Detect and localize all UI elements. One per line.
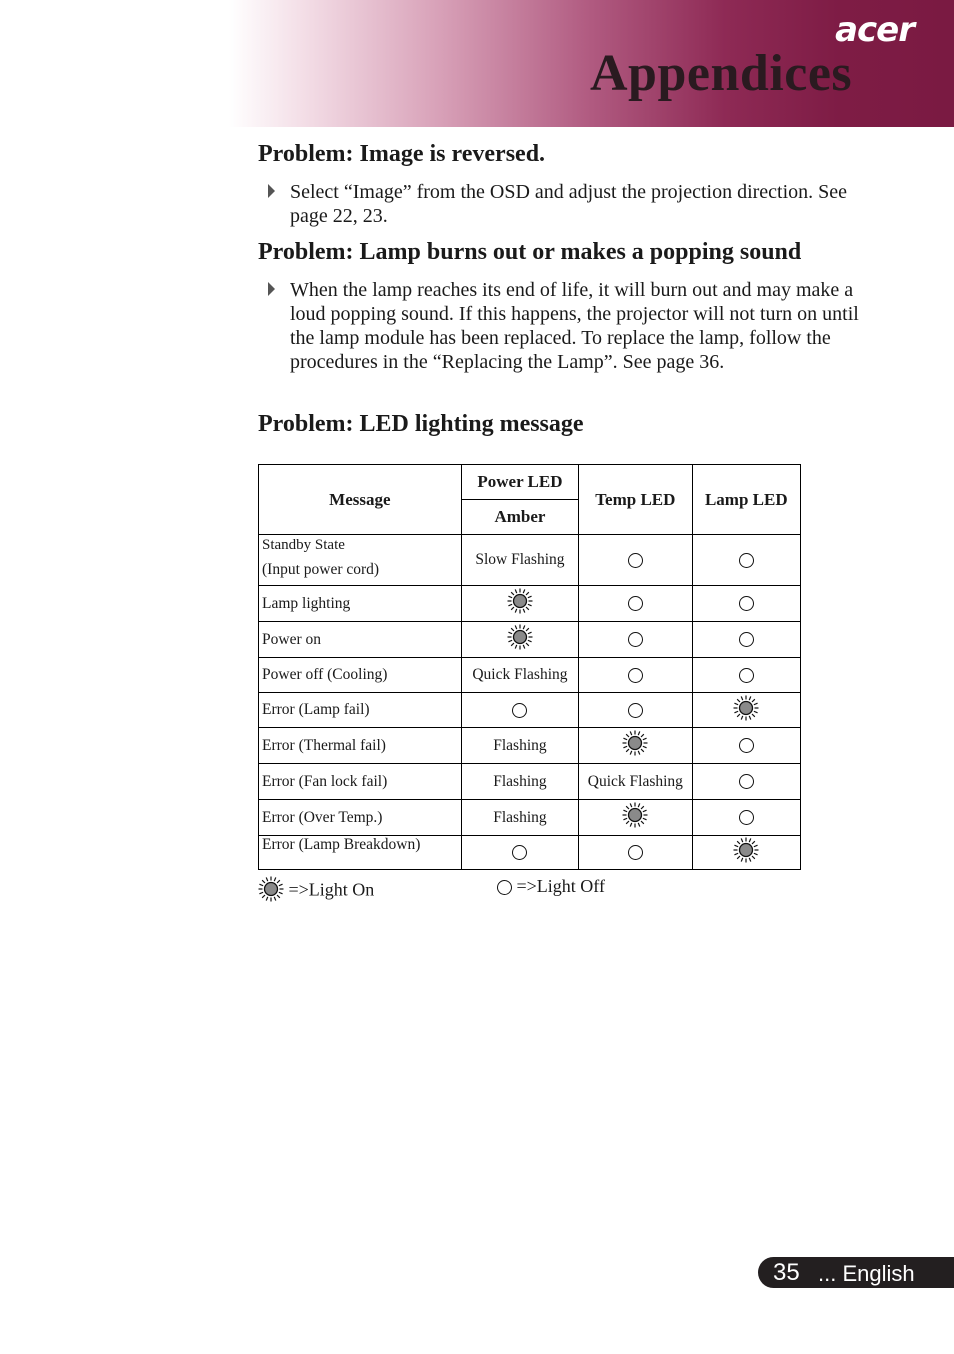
bullet-text: When the lamp reaches its end of life, it will burn out and may make a loud popping sound. If this happens, the projector will not turn on until the lamp module has been replaced. To replace the lamp, follow the procedures in the “Replacing the Lamp”. See page 36. xyxy=(290,279,859,373)
light-on-icon xyxy=(622,802,648,833)
light-off-icon xyxy=(739,632,754,647)
message-line-1: Standby State xyxy=(262,537,345,553)
light-on-icon xyxy=(733,837,759,868)
row-message xyxy=(259,764,462,800)
light-on-icon xyxy=(733,695,759,726)
light-off-icon xyxy=(628,703,643,718)
cell-temp-led xyxy=(579,728,692,764)
cell-lamp-led xyxy=(692,764,800,800)
message-text: Error (Lamp Breakdown) xyxy=(262,836,421,853)
table-row xyxy=(259,800,801,836)
cell-temp-led xyxy=(579,535,692,586)
legend-off-label: =>Light Off xyxy=(516,876,605,896)
led-message-table xyxy=(258,464,801,870)
header-lamp-led: Lamp LED xyxy=(692,465,800,535)
message-text: Error (Lamp fail) xyxy=(262,701,370,718)
light-on-icon xyxy=(258,876,284,907)
table-row xyxy=(259,535,801,586)
light-on-icon xyxy=(507,624,533,655)
row-message xyxy=(259,658,462,693)
cell-lamp-led xyxy=(692,622,800,658)
light-off-icon xyxy=(628,596,643,611)
table-row xyxy=(259,728,801,764)
light-off-icon xyxy=(512,845,527,860)
bullet-lamp-burns-out xyxy=(268,278,888,374)
cell-lamp-led xyxy=(692,728,800,764)
table-row xyxy=(259,658,801,693)
message-text: Error (Fan lock fail) xyxy=(262,772,388,790)
row-message xyxy=(259,836,462,870)
cell-temp-led xyxy=(579,693,692,728)
cell-lamp-led xyxy=(692,535,800,586)
row-message xyxy=(259,622,462,658)
acer-logo: acer xyxy=(835,10,914,50)
cell-temp-led xyxy=(579,836,692,870)
page-title: Appendices xyxy=(590,45,853,102)
cell-lamp-led xyxy=(692,800,800,836)
light-off-icon xyxy=(628,668,643,683)
table-row xyxy=(259,622,801,658)
cell-power-led xyxy=(461,764,578,800)
row-message xyxy=(259,693,462,728)
row-message xyxy=(259,586,462,622)
light-on-icon xyxy=(507,588,533,619)
triangle-right-icon xyxy=(268,282,275,296)
led-status-text: Quick Flashing xyxy=(472,666,568,683)
light-on-icon xyxy=(622,730,648,761)
triangle-right-icon xyxy=(268,184,275,198)
light-off-icon xyxy=(628,632,643,647)
cell-lamp-led xyxy=(692,586,800,622)
light-off-icon xyxy=(512,703,527,718)
cell-temp-led xyxy=(579,800,692,836)
message-line-2: (Input power cord) xyxy=(262,561,380,578)
cell-power-led xyxy=(461,693,578,728)
cell-power-led xyxy=(461,658,578,693)
message-text: Error (Over Temp.) xyxy=(262,808,383,826)
light-off-icon xyxy=(739,668,754,683)
cell-power-led xyxy=(461,836,578,870)
cell-lamp-led xyxy=(692,693,800,728)
cell-power-led xyxy=(461,728,578,764)
light-off-icon xyxy=(739,774,754,789)
row-message xyxy=(259,728,462,764)
row-message xyxy=(259,800,462,836)
section-heading-lamp-burns-out: Problem: Lamp burns out or makes a popping sound xyxy=(258,239,802,265)
section-heading-led-message: Problem: LED lighting message xyxy=(258,411,584,437)
cell-temp-led xyxy=(579,764,692,800)
cell-temp-led xyxy=(579,586,692,622)
light-off-icon xyxy=(739,738,754,753)
cell-lamp-led xyxy=(692,836,800,870)
legend-light-on xyxy=(258,876,374,907)
light-off-icon xyxy=(497,880,512,895)
cell-lamp-led xyxy=(692,658,800,693)
light-off-icon xyxy=(628,845,643,860)
section-heading-image-reversed: Problem: Image is reversed. xyxy=(258,141,546,167)
legend-on-label: =>Light On xyxy=(288,879,375,900)
led-status-text: Flashing xyxy=(493,736,547,754)
table-row xyxy=(259,586,801,622)
led-status-text: Quick Flashing xyxy=(587,772,683,790)
cell-power-led xyxy=(461,622,578,658)
led-status-text: Flashing xyxy=(493,808,547,826)
table-row xyxy=(259,836,801,870)
message-text: Power on xyxy=(262,630,321,648)
led-table-body xyxy=(259,535,801,870)
cell-temp-led xyxy=(579,658,692,693)
row-message xyxy=(259,535,462,586)
message-text: Lamp lighting xyxy=(262,594,351,612)
light-off-icon xyxy=(739,596,754,611)
cell-power-led xyxy=(461,586,578,622)
led-status-text: Slow Flashing xyxy=(475,551,565,568)
bullet-image-reversed xyxy=(268,180,888,228)
light-off-icon xyxy=(628,553,643,568)
cell-temp-led xyxy=(579,622,692,658)
header-message: Message xyxy=(259,465,462,535)
header-temp-led: Temp LED xyxy=(579,465,692,535)
light-off-icon xyxy=(739,553,754,568)
light-off-icon xyxy=(739,810,754,825)
page-number: 35 xyxy=(773,1259,800,1286)
header-power-led: Power LED xyxy=(461,465,578,500)
table-row xyxy=(259,764,801,800)
bullet-text: Select “Image” from the OSD and adjust the projection direction. See page 22, 23. xyxy=(290,181,848,227)
cell-power-led xyxy=(461,800,578,836)
legend-light-off xyxy=(497,876,605,897)
message-text: Error (Thermal fail) xyxy=(262,736,386,754)
cell-power-led xyxy=(461,535,578,586)
message-text: Power off (Cooling) xyxy=(262,666,388,683)
footer-language: ... English xyxy=(818,1261,915,1286)
led-status-text: Flashing xyxy=(493,772,547,790)
table-row xyxy=(259,693,801,728)
header-power-amber: Amber xyxy=(461,500,578,535)
